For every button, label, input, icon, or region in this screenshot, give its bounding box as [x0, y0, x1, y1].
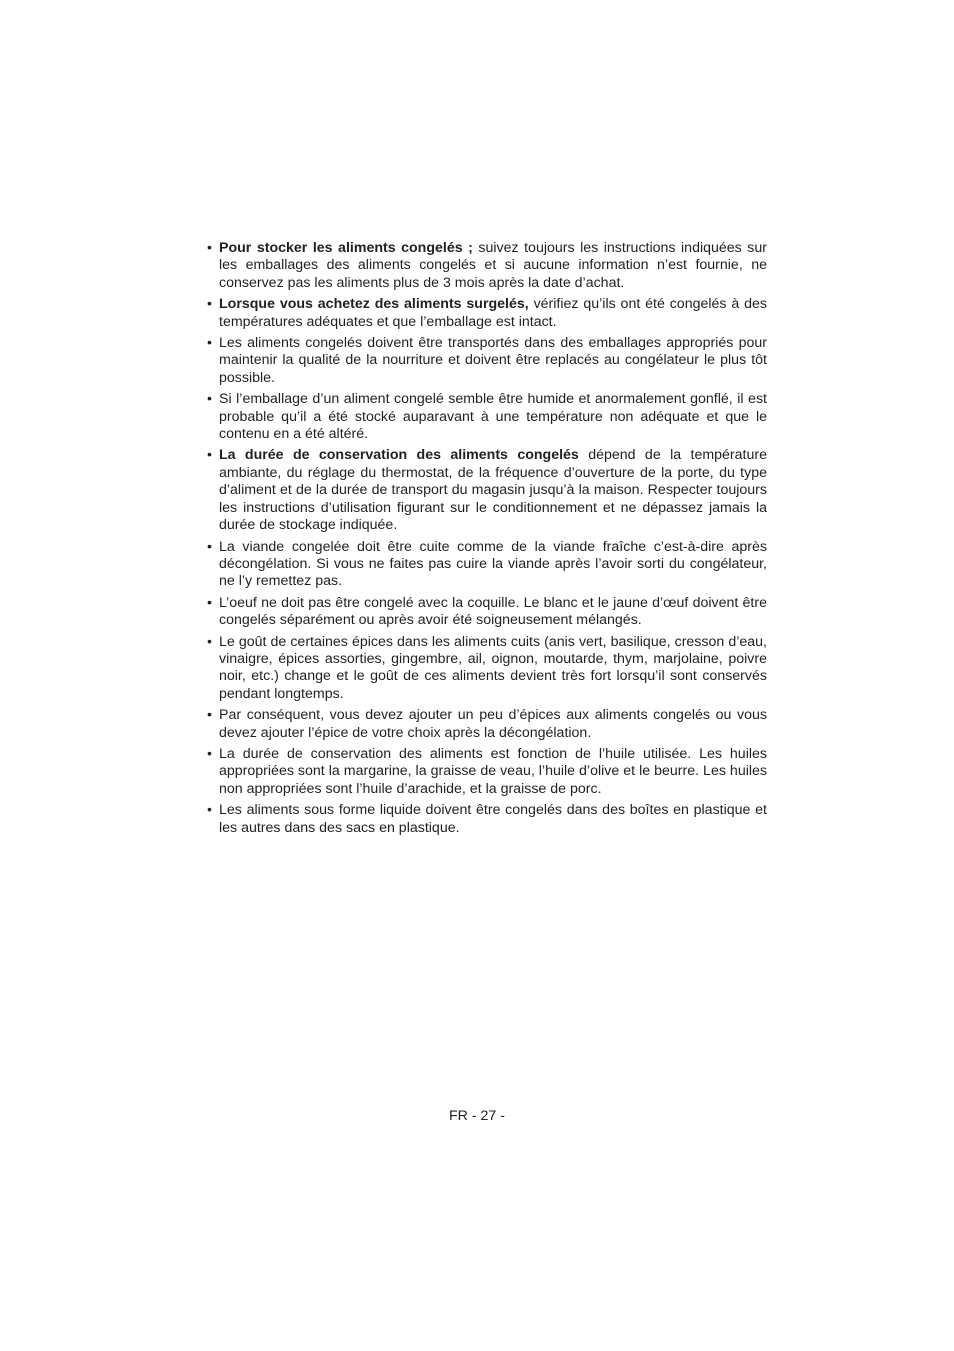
list-item	[206, 802, 767, 837]
list-item	[206, 391, 767, 443]
list-item	[206, 447, 767, 534]
item-bold-lead: Lorsque vous achetez des aliments surgelés,	[219, 296, 529, 313]
bullet-icon: •	[207, 335, 212, 352]
bullet-icon: •	[207, 296, 212, 313]
list-item	[206, 707, 767, 742]
bullet-icon: •	[207, 391, 212, 408]
page-number: FR - 27 -	[449, 1108, 505, 1124]
item-bold-lead: La durée de conservation des aliments congelés	[219, 447, 579, 464]
item-text: Les aliments sous forme liquide doivent être congelés dans des boîtes en plastique et les autres dans des sacs en plastique.	[219, 802, 767, 836]
item-text: Les aliments congelés doivent être transportés dans des emballages appropriés pour maintenir la qualité de la nourriture et doivent être replacés au congélateur le plus tôt possible.	[219, 335, 767, 386]
bullet-icon: •	[207, 594, 212, 611]
item-text: La durée de conservation des aliments est fonction de l’huile utilisée. Les huiles appropriées sont la margarine, la graisse de veau, l’huile d’olive et le beurre. Les huiles non appropriées sont l’huile d’arachide, et la graisse de porc.	[219, 745, 767, 797]
list-item	[206, 335, 767, 387]
freezing-tips-list	[206, 240, 767, 837]
bullet-icon: •	[207, 633, 212, 650]
list-item	[206, 595, 767, 630]
item-bold-lead: Pour stocker les aliments congelés ;	[219, 240, 473, 256]
item-text: Le goût de certaines épices dans les aliments cuits (anis vert, basilique, cresson d’eau, vinaigre, épices assorties, gingembre, ail, oignon, moutarde, thym, marjolaine, poivre noir, etc.) change et le goût de ces aliments devient très fort lorsqu’il sont conservés pendant longtemps.	[219, 633, 767, 702]
item-text: vérifiez qu’ils ont été congelés à des températures adéquates et que l’emballage est intact.	[219, 296, 767, 330]
item-text: La viande congelée doit être cuite comme de la viande fraîche c’est-à-dire après décongélation. Si vous ne faites pas cuire la viande après l’avoir sorti du congélateur, ne l’y remettez pas.	[219, 538, 767, 590]
item-text: dépend de la température ambiante, du réglage du thermostat, de la fréquence d’ouverture de la porte, du type d’aliment et de la durée de transport du magasin jusqu’à la maison. Respecter toujours les instructions d’utilisation figurant sur le conditionnement et ne dépassez jamais la durée de stockage indiquée.	[219, 447, 767, 534]
bullet-icon: •	[207, 538, 212, 555]
list-item	[206, 746, 767, 798]
bullet-icon: •	[207, 802, 212, 819]
item-text: Par conséquent, vous devez ajouter un peu d’épices aux aliments congelés ou vous devez ajouter l’épice de votre choix après la décongélation.	[219, 707, 767, 741]
item-text: L’oeuf ne doit pas être congelé avec la coquille. Le blanc et le jaune d’œuf doivent être congelés séparément ou après avoir été soigneusement mélangés.	[219, 594, 767, 629]
bullet-icon: •	[207, 745, 212, 762]
item-text: Si l’emballage d’un aliment congelé semble être humide et anormalement gonflé, il est probable qu’il a été stocké auparavant à une température non adéquate et que le contenu en a été altéré.	[219, 391, 767, 443]
item-text: suivez toujours les instructions indiquées sur les emballages des aliments congelés et si aucune information n’est fournie, ne conservez pas les aliments plus de 3 mois après la date d’achat.	[219, 240, 767, 291]
document-body	[206, 240, 767, 841]
list-item	[206, 240, 767, 292]
list-item	[206, 634, 767, 704]
list-item	[206, 539, 767, 591]
bullet-icon: •	[207, 240, 212, 256]
bullet-icon: •	[207, 447, 212, 464]
list-item	[206, 296, 767, 331]
bullet-icon: •	[207, 707, 212, 724]
